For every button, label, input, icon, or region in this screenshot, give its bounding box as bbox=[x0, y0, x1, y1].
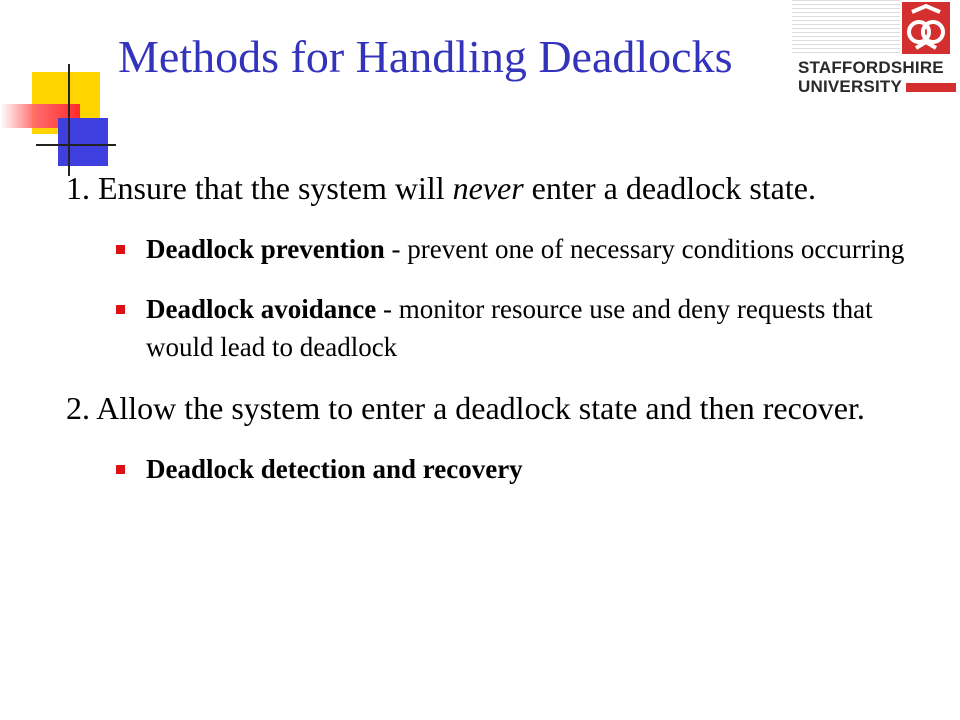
logo-line-2 bbox=[798, 77, 956, 96]
university-logo bbox=[792, 0, 960, 108]
decorative-horizontal-line bbox=[36, 144, 116, 146]
logo-line-2-text: UNIVERSITY bbox=[798, 77, 903, 96]
term-prevention: Deadlock prevention bbox=[146, 234, 385, 264]
sub-item-detection bbox=[66, 450, 926, 488]
decorative-blue-square bbox=[58, 118, 108, 166]
logo-knot-icon bbox=[902, 2, 950, 54]
list-item-1-emphasis: never bbox=[452, 170, 524, 206]
logo-red-bar bbox=[906, 83, 956, 92]
desc-prevention: - prevent one of necessary conditions occurring bbox=[384, 234, 905, 264]
sub-list-2 bbox=[66, 450, 926, 488]
logo-stripes bbox=[792, 0, 900, 56]
slide-body bbox=[66, 168, 926, 510]
bullet-icon bbox=[116, 245, 125, 254]
bullet-icon bbox=[116, 305, 125, 314]
desc-avoidance: - monitor resource use and deny requests that would lead to deadlock bbox=[146, 294, 873, 362]
term-avoidance: Deadlock avoidance bbox=[146, 294, 377, 324]
list-item-1 bbox=[66, 168, 926, 208]
sub-item-prevention bbox=[66, 230, 926, 268]
sub-item-avoidance bbox=[66, 290, 926, 366]
sub-list-1 bbox=[66, 230, 926, 366]
term-detection: Deadlock detection and recovery bbox=[146, 454, 523, 484]
decorative-vertical-line bbox=[68, 64, 70, 176]
logo-line-1: STAFFORDSHIRE bbox=[798, 58, 944, 77]
list-item-1-prefix: 1. Ensure that the system will bbox=[66, 170, 453, 206]
bullet-icon bbox=[116, 465, 125, 474]
logo-text bbox=[798, 58, 956, 96]
slide-title: Methods for Handling Deadlocks bbox=[118, 31, 733, 82]
list-item-1-suffix: enter a deadlock state. bbox=[523, 170, 816, 206]
list-item-2: 2. Allow the system to enter a deadlock state and then recover. bbox=[66, 390, 865, 426]
